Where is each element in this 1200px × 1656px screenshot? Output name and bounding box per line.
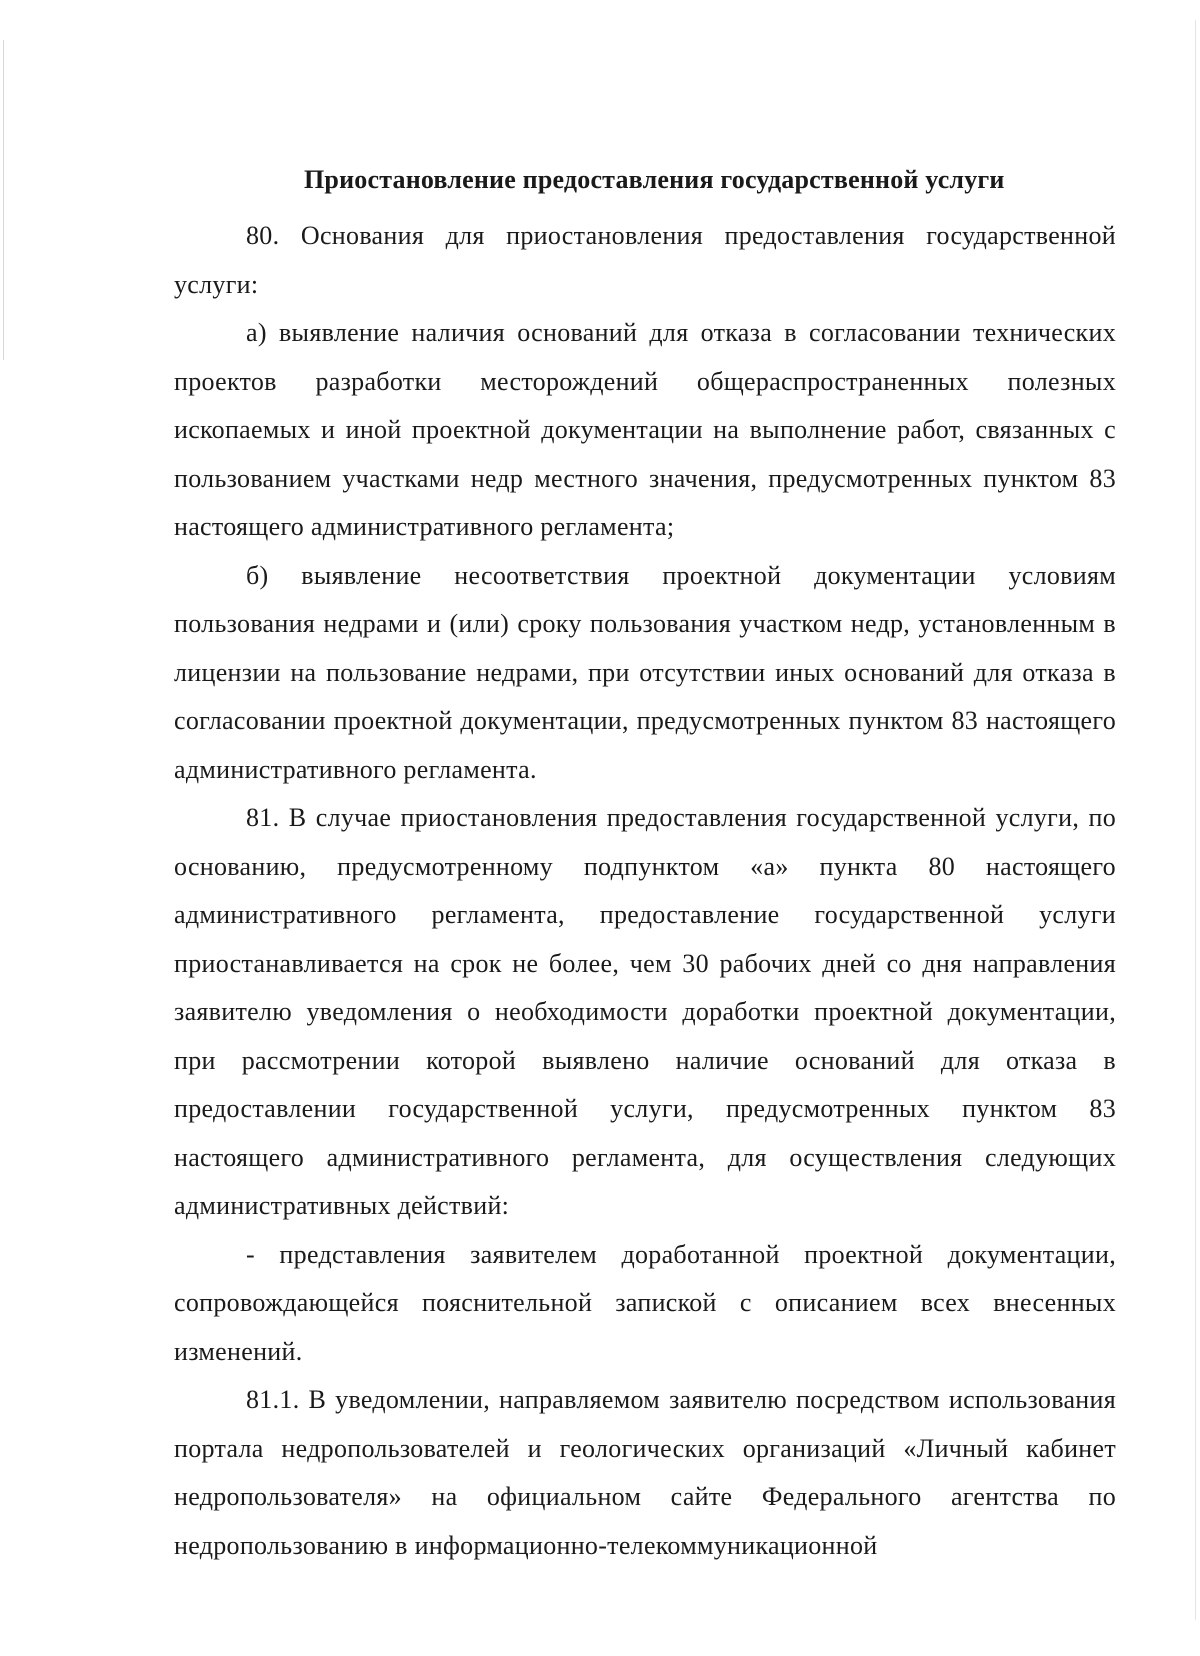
paragraph-80-a: а) выявление наличия оснований для отказа в согласовании технических проектов разработки месторождений общераспространенных полезных ископаемых и иной проектной документации на выполнение работ, связанных с пользованием участками недр местного значения, предусмотренных пунктом 83 настоящего административного регламента; xyxy=(174,318,1116,541)
paragraph-81-1: 81.1. В уведомлении, направляемом заявителю посредством использования портала недропользователей и геологических организаций «Личный кабинет недропользователя» на официальном сайте Федерального агентства по недропользованию в информационно-телекоммуникационной xyxy=(174,1385,1116,1560)
paragraph-81: 81. В случае приостановления предоставления государственной услуги, по основанию, предусмотренному подпунктом «а» пункта 80 настоящего административного регламента, предоставление государственной услуги приостанавливается на срок не более, чем 30 рабочих дней со дня направления заявителю уведомления о необходимости доработки проектной документации, при рассмотрении которой выявлено наличие оснований для отказа в предоставлении государственной услуги, предусмотренных пунктом 83 настоящего административного регламента, для осуществления следующих административных действий: xyxy=(174,803,1116,1220)
scan-edge-left xyxy=(3,40,4,360)
scan-edge-right xyxy=(1195,20,1196,1620)
paragraph-81-item: - представления заявителем доработанной проектной документации, сопровождающейся пояснительной запиской с описанием всех внесенных изменений. xyxy=(174,1239,1116,1366)
section-title: Приостановление предоставления государственной услуги xyxy=(304,165,1005,194)
document-body xyxy=(174,162,1116,1570)
paragraph-80: 80. Основания для приостановления предоставления государственной услуги: xyxy=(174,221,1116,299)
paragraph-80-b: б) выявление несоответствия проектной документации условиям пользования недрами и (или) сроку пользования участком недр, установленным в лицензии на пользование недрами, при отсутствии иных оснований для отказа в согласовании проектной документации, предусмотренных пунктом 83 настоящего административного регламента. xyxy=(174,560,1116,784)
